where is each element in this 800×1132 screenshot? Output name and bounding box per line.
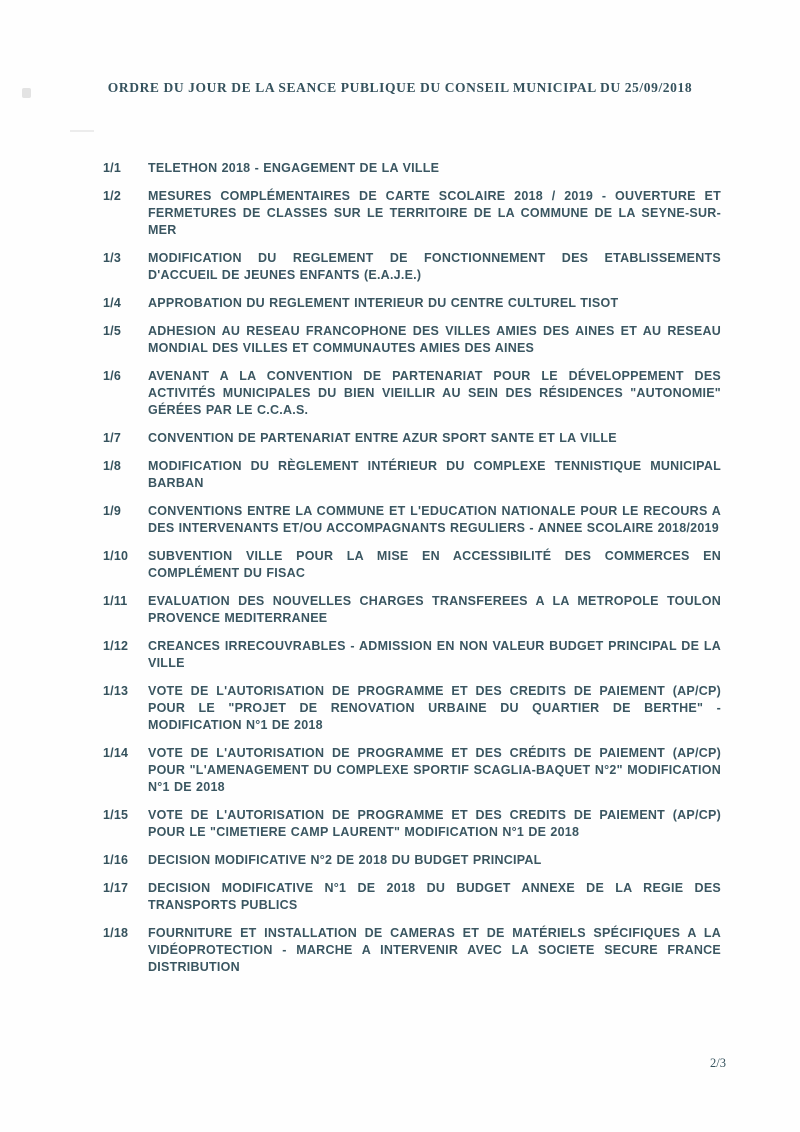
agenda-item: [103, 430, 721, 447]
item-number: 1/9: [103, 504, 121, 518]
agenda-item: [103, 368, 721, 419]
item-number: 1/2: [103, 189, 121, 203]
agenda-item: [103, 638, 721, 672]
agenda-item: [103, 852, 721, 869]
item-number: 1/17: [103, 881, 129, 895]
item-text: APPROBATION DU REGLEMENT INTERIEUR DU CENTRE CULTUREL TISOT: [148, 296, 619, 310]
item-number: 1/12: [103, 639, 129, 653]
item-text: AVENANT A LA CONVENTION DE PARTENARIAT POUR LE DÉVELOPPEMENT DES ACTIVITÉS MUNICIPALES DU BIEN VIEILLIR AU SEIN DES RÉSIDENCES "AUTONOMIE" GÉRÉES PAR LE C.C.A.S.: [148, 369, 721, 417]
item-text: CONVENTIONS ENTRE LA COMMUNE ET L'EDUCATION NATIONALE POUR LE RECOURS A DES INTERVENANTS ET/OU ACCOMPAGNANTS REGULIERS - ANNEE SCOLAIRE 2018/2019: [148, 504, 721, 535]
item-text: VOTE DE L'AUTORISATION DE PROGRAMME ET DES CREDITS DE PAIEMENT (AP/CP) POUR LE "PROJET DE RENOVATION URBAINE DU QUARTIER DE BERTHE" - MODIFICATION N°1 DE 2018: [148, 684, 721, 732]
item-text: DECISION MODIFICATIVE N°2 DE 2018 DU BUDGET PRINCIPAL: [148, 853, 542, 867]
item-number: 1/4: [103, 296, 121, 310]
page-title: ORDRE DU JOUR DE LA SEANCE PUBLIQUE DU CONSEIL MUNICIPAL DU 25/09/2018: [107, 80, 693, 95]
agenda-item: [103, 548, 721, 582]
item-text: MODIFICATION DU REGLEMENT DE FONCTIONNEMENT DES ETABLISSEMENTS D'ACCUEIL DE JEUNES ENFANTS (E.A.J.E.): [148, 251, 721, 282]
item-number: 1/13: [103, 684, 129, 698]
agenda-list: [103, 160, 721, 987]
item-number: 1/7: [103, 431, 121, 445]
agenda-item: [103, 593, 721, 627]
item-number: 1/5: [103, 324, 121, 338]
agenda-item: [103, 925, 721, 976]
item-text: FOURNITURE ET INSTALLATION DE CAMERAS ET DE MATÉRIELS SPÉCIFIQUES A LA VIDÉOPROTECTION - MARCHE A INTERVENIR AVEC LA SOCIETE SECURE FRANCE DISTRIBUTION: [148, 926, 721, 974]
item-text: VOTE DE L'AUTORISATION DE PROGRAMME ET DES CREDITS DE PAIEMENT (AP/CP) POUR LE "CIMETIERE CAMP LAURENT" MODIFICATION N°1 DE 2018: [148, 808, 721, 839]
agenda-item: [103, 160, 721, 177]
item-text: MODIFICATION DU RÈGLEMENT INTÉRIEUR DU COMPLEXE TENNISTIQUE MUNICIPAL BARBAN: [148, 459, 721, 490]
item-text: VOTE DE L'AUTORISATION DE PROGRAMME ET DES CRÉDITS DE PAIEMENT (AP/CP) POUR "L'AMENAGEMENT DU COMPLEXE SPORTIF SCAGLIA-BAQUET N°2" MODIFICATION N°1 DE 2018: [148, 746, 721, 794]
agenda-item: [103, 683, 721, 734]
agenda-item: [103, 250, 721, 284]
item-text: ADHESION AU RESEAU FRANCOPHONE DES VILLES AMIES DES AINES ET AU RESEAU MONDIAL DES VILLES ET COMMUNAUTES AMIES DES AINES: [148, 324, 721, 355]
agenda-item: [103, 880, 721, 914]
item-number: 1/11: [103, 594, 128, 608]
item-number: 1/18: [103, 926, 129, 940]
item-number: 1/3: [103, 251, 121, 265]
item-number: 1/16: [103, 853, 129, 867]
item-text: DECISION MODIFICATIVE N°1 DE 2018 DU BUDGET ANNEXE DE LA REGIE DES TRANSPORTS PUBLICS: [148, 881, 721, 912]
item-number: 1/15: [103, 808, 129, 822]
page-number: 2/3: [710, 1056, 726, 1070]
item-text: TELETHON 2018 - ENGAGEMENT DE LA VILLE: [148, 161, 440, 175]
item-number: 1/14: [103, 746, 129, 760]
agenda-item: [103, 503, 721, 537]
item-number: 1/8: [103, 459, 121, 473]
agenda-item: [103, 807, 721, 841]
agenda-item: [103, 323, 721, 357]
agenda-item: [103, 458, 721, 492]
item-text: MESURES COMPLÉMENTAIRES DE CARTE SCOLAIRE 2018 / 2019 - OUVERTURE ET FERMETURES DE CLASSES SUR LE TERRITOIRE DE LA COMMUNE DE LA SEYNE-SUR-MER: [148, 189, 721, 237]
item-text: EVALUATION DES NOUVELLES CHARGES TRANSFEREES A LA METROPOLE TOULON PROVENCE MEDITERRANEE: [148, 594, 721, 625]
item-text: CREANCES IRRECOUVRABLES - ADMISSION EN NON VALEUR BUDGET PRINCIPAL DE LA VILLE: [148, 639, 721, 670]
agenda-item: [103, 188, 721, 239]
item-text: SUBVENTION VILLE POUR LA MISE EN ACCESSIBILITÉ DES COMMERCES EN COMPLÉMENT DU FISAC: [148, 549, 721, 580]
agenda-item: [103, 295, 721, 312]
item-text: CONVENTION DE PARTENARIAT ENTRE AZUR SPORT SANTE ET LA VILLE: [148, 431, 617, 445]
scan-artifact: [70, 130, 94, 132]
item-number: 1/10: [103, 549, 129, 563]
item-number: 1/6: [103, 369, 121, 383]
agenda-item: [103, 745, 721, 796]
item-number: 1/1: [103, 161, 121, 175]
